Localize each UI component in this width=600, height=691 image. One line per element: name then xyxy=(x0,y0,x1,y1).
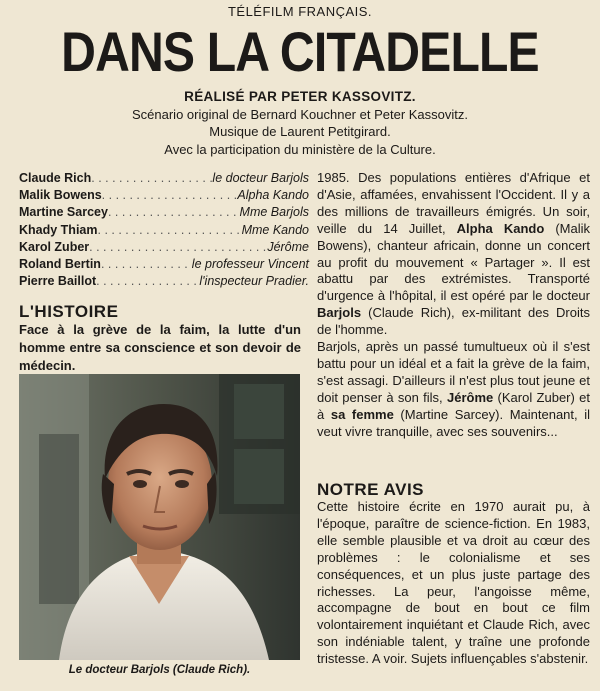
cast-actor: Roland Bertin xyxy=(19,257,101,272)
character-name: Barjols xyxy=(317,305,362,321)
story-paragraph: 1985. Des populations entières d'Afrique et d'Asie, affamées, envahissent l'Occident. Il y a des millions de travailleurs émigrés. Un soir, veille du 14 Juillet, Alpha Kando (Malik Bowens), chanteur africain, donne un concert au profit du mouvement « Partager ». Il est abattu par des extrémistes. Transporté d'urgence à l'hôpital, il est opéré par le docteur Barjols (Claude Rich), ex-militant des Droits de l'homme. xyxy=(317,170,591,338)
cast-row xyxy=(19,273,309,290)
screenplay-line: Scénario original de Bernard Kouchner et Peter Kassovitz. xyxy=(131,106,469,122)
cast-role: l'inspecteur Pradier. xyxy=(199,274,309,289)
cast-row xyxy=(19,187,309,204)
cast-row xyxy=(19,170,309,187)
genre-kicker: TÉLÉFILM FRANÇAIS. xyxy=(227,4,373,19)
histoire-lead: Face à la grève de la faim, la lutte d'un homme entre sa conscience et son devoir de médecin. xyxy=(19,322,301,373)
film-credits xyxy=(0,88,600,158)
cast-role: le professeur Vincent xyxy=(191,257,309,272)
story-paragraph: Barjols, après un passé tumultueux où il s'est battu pour un idéal et a fait la grève de la faim, s'est assagi. D'ailleurs il n'est plus tout jeune et doit penser à son fils, Jérôme (Karol Zuber) et à sa femme (Martine Sarcey). Maintenant, il veut vivre tranquille, avec ses souvenirs... xyxy=(317,339,591,439)
cast-role: Mme Barjols xyxy=(239,205,309,220)
cast-role: le docteur Barjols xyxy=(212,171,309,185)
cast-row xyxy=(19,204,309,221)
cast-role: Alpha Kando xyxy=(237,188,309,203)
support-line: Avec la participation du ministère de la Culture. xyxy=(164,141,436,157)
character-name: Alpha Kando xyxy=(456,220,545,236)
avis-text: Cette histoire écrite en 1970 aurait pu, à l'époque, paraître de science-fiction. En 1983, elle semble plausible et va droit au cœur des problèmes : le colonialisme et ses conséquences, et un plus juste partage des richesses. La peur, l'angoisse même, accompagne de bout en bout ce film volontairement inquiétant et Claude Rich, avec son indéniable talent, y traîne une profonde tristesse. A voir. Sujets influençables s'abstenir. xyxy=(317,499,590,667)
film-title: DANS LA CITADELLE xyxy=(61,20,539,83)
cast-actor: Karol Zuber xyxy=(19,239,90,254)
director-line: RÉALISÉ PAR PETER KASSOVITZ. xyxy=(184,89,416,104)
story-text xyxy=(317,170,590,441)
film-still-illustration xyxy=(19,374,300,660)
character-name: sa femme xyxy=(330,406,394,422)
cast-row xyxy=(19,239,309,256)
cast-role: Jérôme xyxy=(267,239,309,254)
cast-actor: Claude Rich xyxy=(19,171,92,185)
cast-actor: Martine Sarcey xyxy=(19,205,108,220)
cast-actor: Pierre Baillot xyxy=(19,274,97,289)
photo-caption: Le docteur Barjols (Claude Rich). xyxy=(68,664,251,676)
character-name: Jérôme xyxy=(446,389,494,405)
cast-actor: Malik Bowens xyxy=(19,188,102,203)
cast-row xyxy=(19,222,309,239)
music-line: Musique de Laurent Petitgirard. xyxy=(209,124,391,139)
cast-row xyxy=(19,256,309,273)
film-still-photo xyxy=(19,374,300,660)
avis-heading: NOTRE AVIS xyxy=(317,480,425,499)
cast-actor: Khady Thiam xyxy=(19,222,98,237)
cast-role: Mme Kando xyxy=(241,222,309,237)
cast-list xyxy=(19,170,309,290)
histoire-heading: L'HISTOIRE xyxy=(19,302,119,321)
